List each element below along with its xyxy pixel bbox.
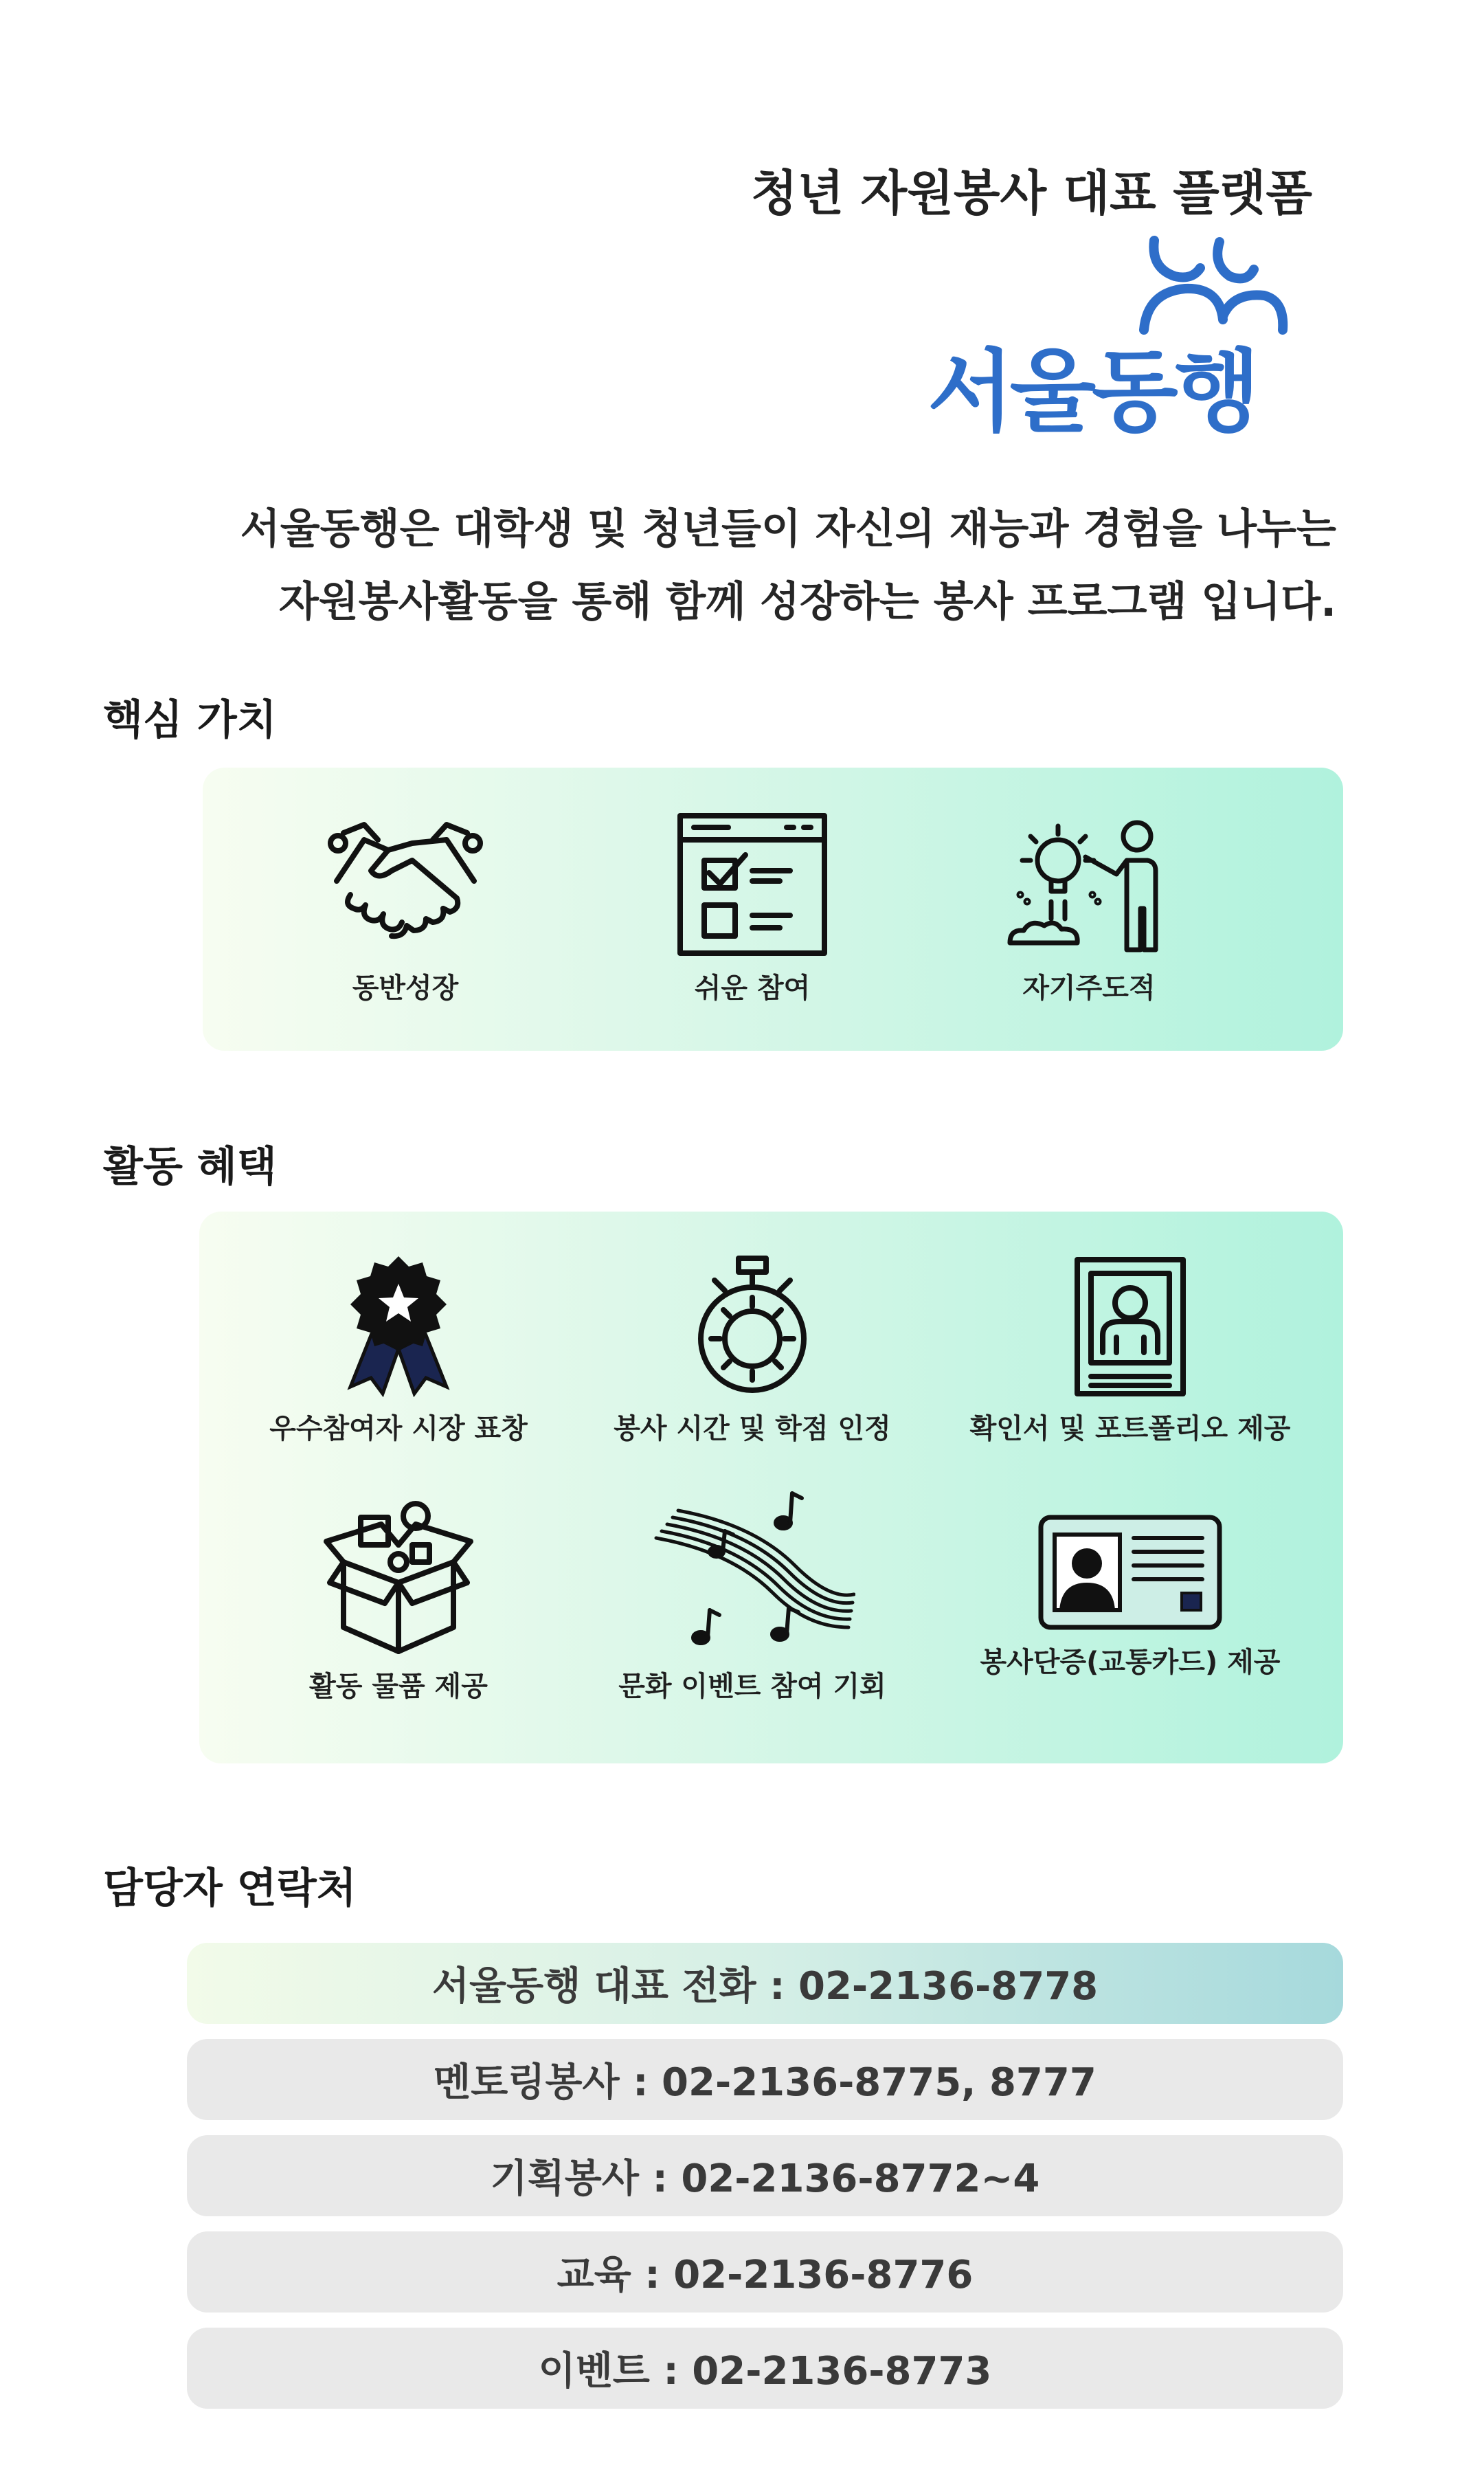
intro-line-1: 서울동행은 대학생 및 청년들이 자신의 재능과 경험을 나누는 bbox=[240, 505, 1336, 553]
checklist-icon bbox=[673, 812, 831, 957]
core-value-label: 쉬운 참여 bbox=[694, 972, 811, 1004]
id-card-icon bbox=[1037, 1514, 1223, 1631]
core-value-label: 자기주도적 bbox=[1022, 972, 1156, 1004]
benefit-label: 확인서 및 포트폴리오 제공 bbox=[969, 1413, 1291, 1445]
idea-presenter-icon bbox=[1003, 812, 1175, 957]
contact-education: 교육 : 02-2136-8776 bbox=[187, 2231, 1343, 2313]
benefit-item bbox=[601, 1253, 903, 1446]
benefit-label: 활동 물품 제공 bbox=[309, 1671, 488, 1702]
section-title-benefits: 활동 혜택 bbox=[103, 1143, 277, 1191]
section-title-contacts: 담당자 연락처 bbox=[103, 1864, 357, 1913]
music-notes-icon bbox=[649, 1490, 855, 1655]
core-value-label: 동반성장 bbox=[352, 972, 459, 1004]
profile-document-icon bbox=[1072, 1256, 1189, 1397]
benefit-label: 우수참여자 시장 표창 bbox=[269, 1413, 528, 1445]
benefit-label: 문화 이벤트 참여 기회 bbox=[618, 1671, 886, 1702]
core-value-item bbox=[646, 812, 859, 1005]
tagline: 청년 자원봉사 대표 플랫폼 bbox=[751, 165, 1312, 221]
benefits-panel bbox=[199, 1212, 1343, 1763]
contact-event: 이벤트 : 02-2136-8773 bbox=[187, 2328, 1343, 2409]
logo-swirl-icon bbox=[1137, 227, 1295, 350]
core-values-panel bbox=[203, 768, 1343, 1051]
stopwatch-icon bbox=[694, 1253, 811, 1397]
benefit-item bbox=[605, 1490, 900, 1704]
section-title-core-values: 핵심 가치 bbox=[103, 696, 277, 744]
benefit-item bbox=[265, 1253, 532, 1446]
core-value-item bbox=[982, 812, 1195, 1005]
handshake-icon bbox=[323, 812, 488, 957]
logo bbox=[928, 227, 1312, 467]
logo-text: 서울동행 bbox=[928, 339, 1257, 444]
core-value-item bbox=[299, 812, 512, 1005]
open-box-icon bbox=[323, 1497, 474, 1655]
benefit-label: 봉사단증(교통카드) 제공 bbox=[980, 1647, 1281, 1678]
benefit-label: 봉사 시간 및 학점 인정 bbox=[614, 1413, 891, 1445]
benefit-item bbox=[965, 1514, 1295, 1680]
contact-main-phone: 서울동행 대표 전화 : 02-2136-8778 bbox=[187, 1943, 1343, 2024]
contact-planning: 기획봉사 : 02-2136-8772~4 bbox=[187, 2135, 1343, 2216]
benefit-item bbox=[965, 1256, 1295, 1446]
intro-line-2: 자원봉사활동을 통해 함께 성장하는 봉사 프로그램 입니다. bbox=[278, 578, 1336, 626]
contact-mentoring: 멘토링봉사 : 02-2136-8775, 8777 bbox=[187, 2039, 1343, 2120]
benefit-item bbox=[271, 1497, 526, 1704]
award-badge-icon bbox=[340, 1253, 457, 1397]
